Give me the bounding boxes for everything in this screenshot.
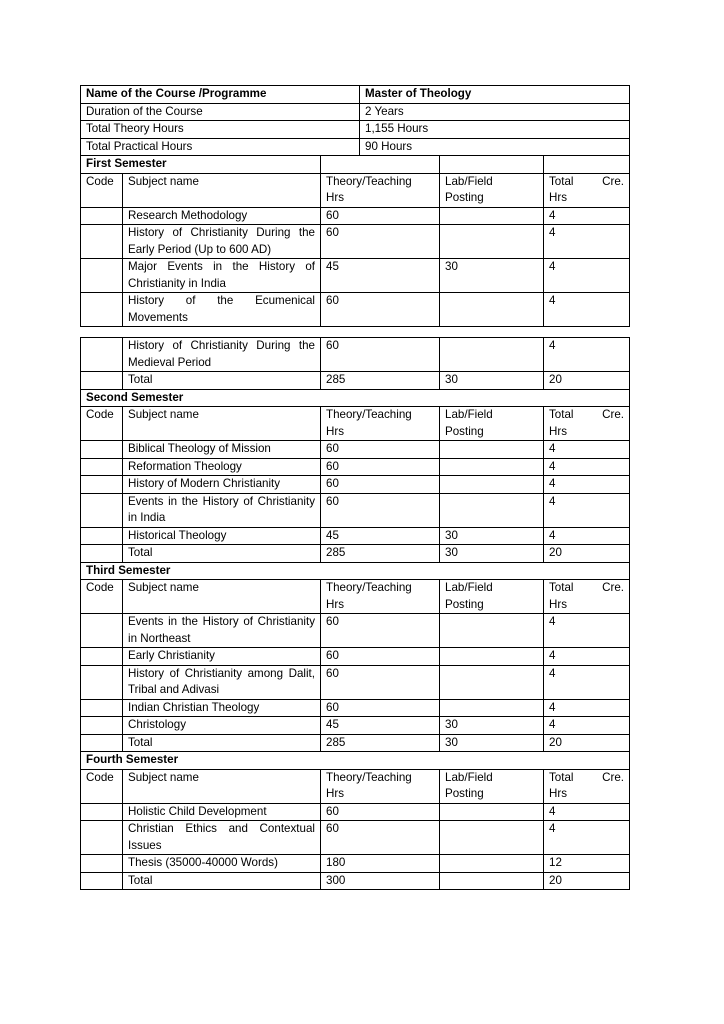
total-theory: 300 — [321, 872, 440, 890]
lab-hours: 30 — [440, 717, 544, 735]
theory-hours-row — [81, 121, 630, 139]
subject-row — [81, 699, 630, 717]
total-row — [81, 734, 630, 752]
credit-hours: 4 — [544, 699, 630, 717]
total-label: Total — [123, 872, 321, 890]
subject-row — [81, 458, 630, 476]
credits-header: Total Cre. Hrs — [544, 407, 630, 441]
theory-hours: 60 — [321, 699, 440, 717]
subject-name: Events in the History of Christianity in India — [123, 493, 321, 527]
subject-header: Subject name — [123, 173, 321, 207]
lab-header: Lab/Field Posting — [440, 173, 544, 207]
theory-header: Theory/Teaching Hrs — [321, 580, 440, 614]
subject-row — [81, 293, 630, 327]
subject-row — [81, 855, 630, 873]
duration-value: 2 Years — [360, 103, 630, 121]
course-name-label: Name of the Course /Programme — [81, 86, 360, 104]
subject-header: Subject name — [123, 580, 321, 614]
course-name-value: Master of Theology — [360, 86, 630, 104]
total-row — [81, 545, 630, 563]
lab-hours — [440, 476, 544, 494]
practical-hours-value: 90 Hours — [360, 138, 630, 156]
lab-hours — [440, 855, 544, 873]
lab-hours: 30 — [440, 259, 544, 293]
lab-hours — [440, 648, 544, 666]
credit-hours: 4 — [544, 207, 630, 225]
theory-hours: 60 — [321, 614, 440, 648]
course-table-part-1 — [80, 85, 630, 327]
subject-name: History of Modern Christianity — [123, 476, 321, 494]
subject-row — [81, 614, 630, 648]
duration-row — [81, 103, 630, 121]
subject-name: History of the Ecumenical Movements — [123, 293, 321, 327]
subject-name: Historical Theology — [123, 527, 321, 545]
total-lab: 30 — [440, 734, 544, 752]
semester-title-row — [81, 389, 630, 407]
lab-hours — [440, 665, 544, 699]
credit-hours: 4 — [544, 717, 630, 735]
lab-header: Lab/Field Posting — [440, 580, 544, 614]
semester-title: Third Semester — [81, 562, 630, 580]
credits-header: Total Cre. Hrs — [544, 173, 630, 207]
subject-row — [81, 493, 630, 527]
total-theory: 285 — [321, 734, 440, 752]
credits-header: Total Cre. Hrs — [544, 769, 630, 803]
theory-hours: 60 — [321, 338, 440, 372]
theory-hours: 60 — [321, 293, 440, 327]
subject-name: Biblical Theology of Mission — [123, 441, 321, 459]
lab-hours — [440, 803, 544, 821]
code-header: Code — [81, 407, 123, 441]
subject-name: Major Events in the History of Christianity in India — [123, 259, 321, 293]
credit-hours: 4 — [544, 259, 630, 293]
credit-hours: 4 — [544, 225, 630, 259]
theory-header: Theory/Teaching Hrs — [321, 173, 440, 207]
subject-name: Early Christianity — [123, 648, 321, 666]
credit-hours: 12 — [544, 855, 630, 873]
subject-name: History of Christianity During the Medieval Period — [123, 338, 321, 372]
lab-header: Lab/Field Posting — [440, 407, 544, 441]
lab-hours — [440, 441, 544, 459]
lab-header: Lab/Field Posting — [440, 769, 544, 803]
semester-title: First Semester — [81, 156, 321, 174]
subject-name: History of Christianity among Dalit, Tribal and Adivasi — [123, 665, 321, 699]
theory-hours: 60 — [321, 493, 440, 527]
subject-name: Indian Christian Theology — [123, 699, 321, 717]
theory-hours-value: 1,155 Hours — [360, 121, 630, 139]
course-table-part-2 — [80, 337, 630, 890]
credit-hours: 4 — [544, 458, 630, 476]
subject-row — [81, 476, 630, 494]
credit-hours: 4 — [544, 338, 630, 372]
subject-row — [81, 338, 630, 372]
total-credits: 20 — [544, 734, 630, 752]
practical-hours-label: Total Practical Hours — [81, 138, 360, 156]
theory-hours: 60 — [321, 225, 440, 259]
code-header: Code — [81, 580, 123, 614]
subject-name: Research Methodology — [123, 207, 321, 225]
credit-hours: 4 — [544, 493, 630, 527]
credit-hours: 4 — [544, 293, 630, 327]
lab-hours: 30 — [440, 527, 544, 545]
subject-row — [81, 441, 630, 459]
credit-hours: 4 — [544, 665, 630, 699]
credit-hours: 4 — [544, 441, 630, 459]
total-label: Total — [123, 734, 321, 752]
total-credits: 20 — [544, 545, 630, 563]
lab-hours — [440, 207, 544, 225]
lab-hours — [440, 338, 544, 372]
lab-hours — [440, 493, 544, 527]
practical-hours-row — [81, 138, 630, 156]
subject-row — [81, 225, 630, 259]
total-label: Total — [123, 545, 321, 563]
theory-header: Theory/Teaching Hrs — [321, 407, 440, 441]
semester-title: Second Semester — [81, 389, 630, 407]
subject-row — [81, 665, 630, 699]
subject-name: Thesis (35000-40000 Words) — [123, 855, 321, 873]
subject-header: Subject name — [123, 407, 321, 441]
credit-hours: 4 — [544, 803, 630, 821]
total-row — [81, 872, 630, 890]
total-lab: 30 — [440, 372, 544, 390]
theory-hours: 45 — [321, 259, 440, 293]
total-theory: 285 — [321, 372, 440, 390]
theory-header: Theory/Teaching Hrs — [321, 769, 440, 803]
subject-row — [81, 821, 630, 855]
theory-hours: 60 — [321, 665, 440, 699]
semester-title-row — [81, 562, 630, 580]
total-label: Total — [123, 372, 321, 390]
lab-hours — [440, 614, 544, 648]
theory-hours: 60 — [321, 803, 440, 821]
theory-hours: 60 — [321, 648, 440, 666]
theory-hours: 60 — [321, 441, 440, 459]
subject-row — [81, 717, 630, 735]
column-header-row — [81, 769, 630, 803]
code-header: Code — [81, 769, 123, 803]
subject-header: Subject name — [123, 769, 321, 803]
theory-hours: 45 — [321, 717, 440, 735]
duration-label: Duration of the Course — [81, 103, 360, 121]
semester-title: Fourth Semester — [81, 752, 630, 770]
semester-title-row — [81, 156, 630, 174]
theory-hours: 60 — [321, 821, 440, 855]
theory-hours: 60 — [321, 458, 440, 476]
subject-name: Holistic Child Development — [123, 803, 321, 821]
total-credits: 20 — [544, 372, 630, 390]
total-credits: 20 — [544, 872, 630, 890]
column-header-row — [81, 173, 630, 207]
theory-hours: 60 — [321, 476, 440, 494]
subject-name: Reformation Theology — [123, 458, 321, 476]
credits-header: Total Cre. Hrs — [544, 580, 630, 614]
credit-hours: 4 — [544, 614, 630, 648]
subject-row — [81, 527, 630, 545]
credit-hours: 4 — [544, 476, 630, 494]
subject-name: Christian Ethics and Contextual Issues — [123, 821, 321, 855]
theory-hours: 45 — [321, 527, 440, 545]
code-header: Code — [81, 173, 123, 207]
subject-name: History of Christianity During the Early Period (Up to 600 AD) — [123, 225, 321, 259]
lab-hours — [440, 821, 544, 855]
column-header-row — [81, 580, 630, 614]
lab-hours — [440, 458, 544, 476]
semester-title-row — [81, 752, 630, 770]
theory-hours: 60 — [321, 207, 440, 225]
subject-row — [81, 259, 630, 293]
theory-hours: 180 — [321, 855, 440, 873]
theory-hours-label: Total Theory Hours — [81, 121, 360, 139]
total-lab: 30 — [440, 545, 544, 563]
subject-name: Events in the History of Christianity in Northeast — [123, 614, 321, 648]
column-header-row — [81, 407, 630, 441]
total-theory: 285 — [321, 545, 440, 563]
subject-row — [81, 207, 630, 225]
lab-hours — [440, 225, 544, 259]
total-lab — [440, 872, 544, 890]
credit-hours: 4 — [544, 527, 630, 545]
course-name-row — [81, 86, 630, 104]
total-row — [81, 372, 630, 390]
credit-hours: 4 — [544, 821, 630, 855]
lab-hours — [440, 699, 544, 717]
subject-row — [81, 648, 630, 666]
lab-hours — [440, 293, 544, 327]
subject-row — [81, 803, 630, 821]
credit-hours: 4 — [544, 648, 630, 666]
subject-name: Christology — [123, 717, 321, 735]
